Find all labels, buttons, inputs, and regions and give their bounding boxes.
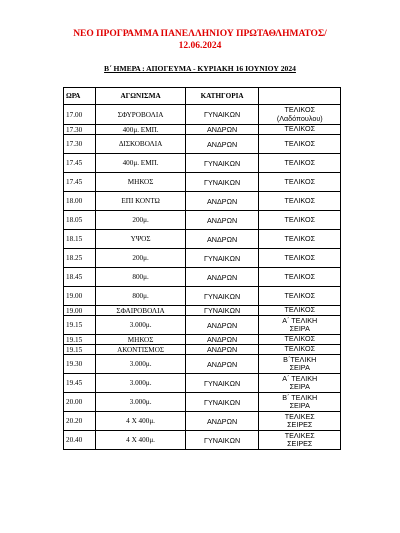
stage-line-2: ΣΕΙΡΕΣ [287,420,313,429]
cell-category: ΑΝΔΡΩΝ [185,230,259,249]
stage-line-2: ΣΕΙΡΑ [289,401,310,410]
cell-category: ΑΝΔΡΩΝ [185,211,259,230]
schedule-table [63,87,341,450]
cell-category: ΓΥΝΑΙΚΩΝ [185,306,259,316]
cell-event: 200μ. [96,249,185,268]
cell-event: 4 Χ 400μ. [96,412,185,431]
cell-event: 800μ. [96,287,185,306]
cell-time: 17.00 [64,105,96,125]
cell-stage [259,335,341,345]
cell-category: ΑΝΔΡΩΝ [185,192,259,211]
cell-stage [259,431,341,450]
table-row [64,192,341,211]
cell-stage [259,355,341,374]
day-subtitle: Β΄ ΗΜΕΡΑ : ΑΠΟΓΕΥΜΑ - ΚΥΡΙΑΚΗ 16 ΙΟΥΝΙΟΥ 2024 [104,64,296,73]
table-row [64,135,341,154]
cell-category: ΓΥΝΑΙΚΩΝ [185,287,259,306]
cell-category: ΑΝΔΡΩΝ [185,268,259,287]
cell-stage [259,249,341,268]
schedule-body [64,105,341,450]
document-title [40,28,360,52]
cell-stage [259,345,341,355]
cell-event: 3.000μ. [96,355,185,374]
cell-stage [259,393,341,412]
cell-category: ΓΥΝΑΙΚΩΝ [185,374,259,393]
table-row [64,306,341,316]
cell-stage [259,412,341,431]
cell-stage [259,154,341,173]
cell-event: ΣΦΑΙΡΟΒΟΛΙΑ [96,306,185,316]
cell-event: 400μ. ΕΜΠ. [96,125,185,135]
cell-time: 20.40 [64,431,96,450]
cell-time: 19.45 [64,374,96,393]
table-row [64,316,341,335]
stage-line-1: Α΄ ΤΕΛΙΚΗ [282,373,318,383]
cell-event: ΜΗΚΟΣ [96,335,185,345]
cell-event: 3.000μ. [96,316,185,335]
stage-line-1: ΤΕΛΙΚΟΣ [284,176,316,186]
stage-line-1: ΤΕΛΙΚΟΣ [284,105,316,114]
cell-event: ΜΗΚΟΣ [96,173,185,192]
table-row [64,374,341,393]
stage-line-1: ΤΕΛΙΚΕΣ [284,411,315,421]
table-header-row [64,88,341,105]
cell-event: ΑΚΟΝΤΙΣΜΟΣ [96,345,185,355]
cell-category: ΑΝΔΡΩΝ [185,316,259,335]
cell-category: ΓΥΝΑΙΚΩΝ [185,154,259,173]
cell-time: 20.20 [64,412,96,431]
cell-event: 4 Χ 400μ. [96,431,185,450]
cell-category: ΓΥΝΑΙΚΩΝ [185,173,259,192]
table-row [64,105,341,125]
cell-category: ΓΥΝΑΙΚΩΝ [185,431,259,450]
stage-line-1: ΤΕΛΙΚΟΣ [284,305,316,315]
cell-category: ΑΝΔΡΩΝ [185,345,259,355]
stage-line-2: ΣΕΙΡΑ [289,324,310,333]
cell-time: 18.15 [64,230,96,249]
cell-stage [259,211,341,230]
table-row [64,125,341,135]
cell-event: 200μ. [96,211,185,230]
cell-stage [259,125,341,135]
stage-line-1: Β΄ ΤΕΛΙΚΗ [282,392,318,402]
cell-time: 18.05 [64,211,96,230]
table-row [64,393,341,412]
table-row [64,412,341,431]
cell-stage [259,268,341,287]
cell-time: 20.00 [64,393,96,412]
cell-time: 19.15 [64,316,96,335]
cell-stage [259,316,341,335]
table-row [64,431,341,450]
cell-category: ΓΥΝΑΙΚΩΝ [185,249,259,268]
table-row [64,345,341,355]
title-line-2: 12.06.2024 [178,41,222,51]
cell-category: ΑΝΔΡΩΝ [185,412,259,431]
cell-time: 19.00 [64,287,96,306]
stage-line-1: ΤΕΛΙΚΕΣ [284,430,315,440]
table-row [64,335,341,345]
stage-line-1: ΤΕΛΙΚΟΣ [284,138,316,148]
cell-time: 17.45 [64,154,96,173]
cell-stage [259,230,341,249]
title-line-1: ΝΕΟ ΠΡΟΓΡΑΜΜΑ ΠΑΝΕΛΛΗΝΙΟΥ ΠΡΩΤΑΘΛΗΜΑΤΟΣ/ [73,29,327,39]
cell-time: 19.30 [64,355,96,374]
cell-event: ΔΙΣΚΟΒΟΛΙΑ [96,135,185,154]
cell-time: 19.15 [64,335,96,345]
table-row [64,154,341,173]
stage-line-1: ΤΕΛΙΚΟΣ [284,271,316,281]
stage-line-2: (Λαδόπουλου) [276,113,323,123]
header-stage [259,88,341,105]
cell-time: 18.00 [64,192,96,211]
table-row [64,211,341,230]
stage-line-1: ΤΕΛΙΚΟΣ [284,290,316,300]
stage-line-1: ΤΕΛΙΚΟΣ [284,344,316,354]
cell-event: 800μ. [96,268,185,287]
cell-event: 3.000μ. [96,374,185,393]
cell-time: 19.15 [64,345,96,355]
cell-time: 17.45 [64,173,96,192]
table-row [64,355,341,374]
cell-event: ΥΨΟΣ [96,230,185,249]
stage-line-1: ΤΕΛΙΚΟΣ [284,195,316,205]
cell-event: ΣΦΥΡΟΒΟΛΙΑ [96,105,185,125]
cell-category: ΑΝΔΡΩΝ [185,335,259,345]
table-row [64,249,341,268]
header-category: ΚΑΤΗΓΟΡΙΑ [185,88,259,105]
cell-stage [259,105,341,125]
stage-line-1: ΤΕΛΙΚΟΣ [284,252,316,262]
stage-line-2: ΣΕΙΡΑ [289,382,310,391]
cell-stage [259,192,341,211]
cell-time: 17.30 [64,135,96,154]
table-row [64,287,341,306]
stage-line-2: ΣΕΙΡΑ [289,363,310,372]
stage-line-1: ΤΕΛΙΚΟΣ [284,233,316,243]
cell-time: 18.25 [64,249,96,268]
cell-stage [259,374,341,393]
stage-line-1: ΤΕΛΙΚΟΣ [284,334,316,344]
header-time: ΩΡΑ [64,88,96,105]
cell-category: ΓΥΝΑΙΚΩΝ [185,105,259,125]
cell-event: 3.000μ. [96,393,185,412]
cell-event: 400μ. ΕΜΠ. [96,154,185,173]
cell-stage [259,173,341,192]
cell-time: 18.45 [64,268,96,287]
cell-event: ΕΠΙ ΚΟΝΤΩ [96,192,185,211]
cell-category: ΓΥΝΑΙΚΩΝ [185,393,259,412]
cell-stage [259,306,341,316]
stage-line-1: ΤΕΛΙΚΟΣ [284,124,316,134]
stage-line-2: ΣΕΙΡΕΣ [287,439,313,448]
header-event: ΑΓΩΝΙΣΜΑ [96,88,185,105]
cell-stage [259,135,341,154]
cell-time: 17.30 [64,125,96,135]
cell-time: 19.00 [64,306,96,316]
cell-category: ΑΝΔΡΩΝ [185,355,259,374]
stage-line-1: Α΄ ΤΕΛΙΚΗ [282,315,318,325]
stage-line-1: Β΄ΤΕΛΙΚΗ [283,354,317,364]
table-row [64,268,341,287]
table-row [64,230,341,249]
stage-line-1: ΤΕΛΙΚΟΣ [284,214,316,224]
table-row [64,173,341,192]
cell-category: ΑΝΔΡΩΝ [185,125,259,135]
cell-stage [259,287,341,306]
stage-line-1: ΤΕΛΙΚΟΣ [284,157,316,167]
cell-category: ΑΝΔΡΩΝ [185,135,259,154]
